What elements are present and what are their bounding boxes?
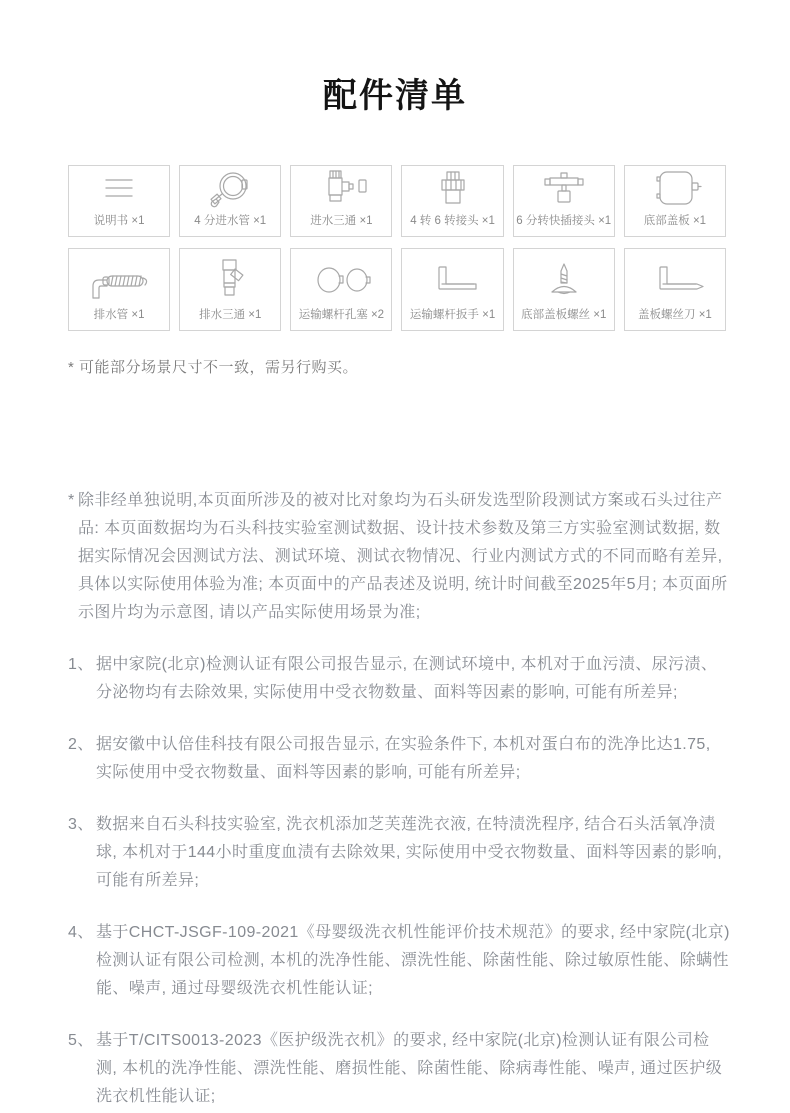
page-title: 配件清单 xyxy=(323,77,467,115)
disclaimer-item xyxy=(68,919,730,1003)
accessory-label: 6 分转快插接头 ×1 xyxy=(516,215,612,227)
accessory-item xyxy=(290,165,392,237)
accessory-label: 排水管 ×1 xyxy=(93,309,145,321)
accessory-label: 4 分进水管 ×1 xyxy=(194,215,267,227)
accessory-label: 排水三通 ×1 xyxy=(199,309,262,321)
disclaimer-text: 数据来自石头科技实验室, 洗衣机添加芝芙莲洗衣液, 在特渍洗程序, 结合石头活氧净渍球, 本机对于144小时重度血渍有去除效果, 实际使用中受衣物数量、面料等因素的影响, 可能有所差异; xyxy=(96,816,723,889)
disclaimer-number: 5、 xyxy=(68,1032,94,1049)
disclaimer-number: 1、 xyxy=(68,656,94,673)
disclaimer-number: 4、 xyxy=(68,924,94,941)
asterisk-marker: * xyxy=(68,492,75,509)
disclaimer-number: 3、 xyxy=(68,816,94,833)
accessory-item xyxy=(401,165,503,237)
accessory-item xyxy=(179,248,281,331)
accessory-item xyxy=(68,165,170,237)
accessory-item xyxy=(68,248,170,331)
accessory-label: 运输螺杆孔塞 ×2 xyxy=(298,309,385,321)
disclaimer-item xyxy=(68,1027,730,1111)
bottom-cover-icon xyxy=(627,166,723,210)
accessory-label: 进水三通 ×1 xyxy=(310,215,373,227)
disclaimer-item xyxy=(68,811,730,895)
legal-disclaimers xyxy=(68,487,730,1111)
disclaimer-list xyxy=(68,651,730,1111)
disclaimer-item xyxy=(68,651,730,707)
disclaimer-text: 基于T/CITS0013-2023《医护级洗衣机》的要求, 经中家院(北京)检测认证有限公司检测, 本机的洗净性能、漂洗性能、磨损性能、除菌性能、除病毒性能、噪声, 通过医护级洗衣机性能认证; xyxy=(96,1032,723,1105)
cover-screwdriver-icon xyxy=(627,257,723,304)
disclaimer-intro-text: 除非经单独说明,本页面所涉及的被对比对象均为石头研发选型阶段测试方案或石头过往产品: 本页面数据均为石头科技实验室测试数据、设计技术参数及第三方实验室测试数据, 数据实际情况会因测试方法、测试环境、测试衣物情况、行业内测试方式的不同而略有差异, 具体以实际使用体验为准; 本页面中的产品表述及说明, 统计时间截至2025年5月; 本页面所示图片均为示意图, 请以产品实际使用场景为准; xyxy=(78,492,728,621)
inlet-hose-icon xyxy=(182,166,278,210)
quick-connect-icon xyxy=(516,166,612,210)
accessory-label: 底部盖板螺丝 ×1 xyxy=(521,309,607,321)
adapter-4to6-icon xyxy=(404,166,500,210)
disclaimer-intro xyxy=(68,487,730,627)
accessory-item xyxy=(624,248,726,331)
accessory-label: 4 转 6 转接头 ×1 xyxy=(410,215,495,227)
disclaimer-text: 据中家院(北京)检测认证有限公司报告显示, 在测试环境中, 本机对于血污渍、尿污渍、分泌物均有去除效果, 实际使用中受衣物数量、面料等因素的影响, 可能有所差异; xyxy=(96,656,718,701)
transport-wrench-icon xyxy=(404,257,500,304)
accessory-item xyxy=(624,165,726,237)
accessory-item xyxy=(513,248,615,331)
purchase-note: * 可能部分场景尺寸不一致，需另行购买。 xyxy=(68,359,359,376)
accessory-grid xyxy=(68,165,726,331)
disclaimer-text: 据安徽中认倍佳科技有限公司报告显示, 在实验条件下, 本机对蛋白布的洗净比达1.75, 实际使用中受衣物数量、面料等因素的影响, 可能有所差异; xyxy=(96,736,711,781)
bolt-hole-plug-icon xyxy=(293,257,389,304)
accessory-item xyxy=(290,248,392,331)
accessory-label: 运输螺杆扳手 ×1 xyxy=(409,309,496,321)
drain-hose-icon xyxy=(71,256,167,304)
accessory-label: 底部盖板 ×1 xyxy=(643,215,707,227)
drain-tee-icon xyxy=(182,256,278,304)
disclaimer-number: 2、 xyxy=(68,736,94,753)
accessory-label: 盖板螺丝刀 ×1 xyxy=(638,309,712,321)
accessory-item xyxy=(513,165,615,237)
inlet-tee-icon xyxy=(293,166,389,210)
cover-screw-icon xyxy=(516,257,612,304)
accessory-item xyxy=(179,165,281,237)
manual-icon xyxy=(71,166,167,210)
accessory-label: 说明书 ×1 xyxy=(93,215,145,227)
disclaimer-item xyxy=(68,731,730,787)
disclaimer-text: 基于CHCT-JSGF-109-2021《母婴级洗衣机性能评价技术规范》的要求, 经中家院(北京)检测认证有限公司检测, 本机的洗净性能、漂洗性能、除菌性能、除过敏原性能、除螨性能、噪声, 通过母婴级洗衣机性能认证; xyxy=(96,924,730,997)
accessory-item xyxy=(401,248,503,331)
